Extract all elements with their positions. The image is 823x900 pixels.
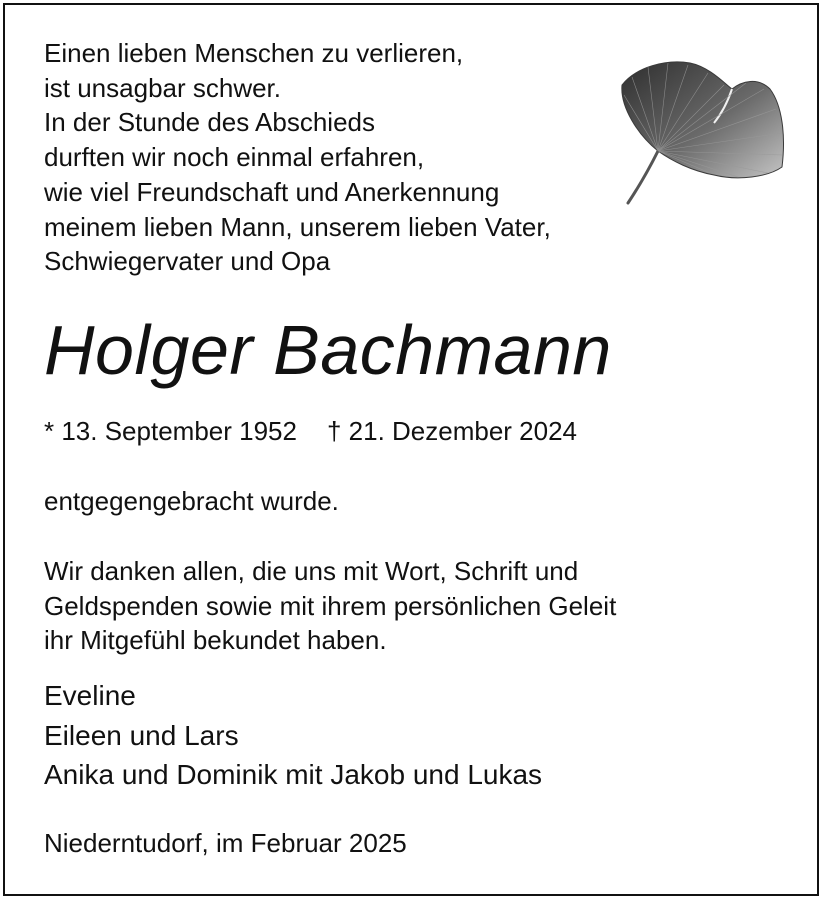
family-signatures: [44, 676, 542, 795]
poem-line: Einen lieben Menschen zu verlieren,: [44, 38, 464, 68]
family-line: Eveline: [44, 680, 136, 711]
closing-line: entgegengebracht wurde.: [44, 486, 339, 516]
family-line: Eileen und Lars: [44, 719, 239, 751]
thanks-line: ihr Mitgefühl bekundet haben.: [44, 625, 387, 656]
poem-line: wie viel Freundschaft und Anerkennung: [44, 176, 500, 207]
poem-line: In der Stunde des Abschieds: [44, 107, 376, 138]
death-date: † 21. Dezember 2024: [326, 416, 578, 446]
birth-date: * 13. September 1952: [44, 416, 297, 446]
poem-line: Schwiegervater und Opa: [44, 246, 331, 277]
place-date: Niederntudorf, im Februar 2025: [44, 828, 407, 858]
deceased-name: Holger Bachmann: [44, 311, 612, 389]
family-line: Anika und Dominik mit Jakob und Lukas: [44, 759, 543, 790]
thanks-block: [44, 554, 616, 658]
poem-block: [44, 36, 551, 279]
life-dates: [44, 414, 577, 448]
poem-line: meinem lieben Mann, unserem lieben Vater,: [44, 211, 551, 242]
thanks-line: Wir danken allen, die uns mit Wort, Schrift und: [44, 556, 579, 586]
poem-line: ist unsagbar schwer.: [44, 72, 282, 103]
thanks-line: Geldspenden sowie mit ihrem persönlichen Geleit: [44, 590, 617, 621]
poem-line: durften wir noch einmal erfahren,: [44, 142, 425, 173]
ginkgo-leaf-icon: [618, 55, 788, 205]
